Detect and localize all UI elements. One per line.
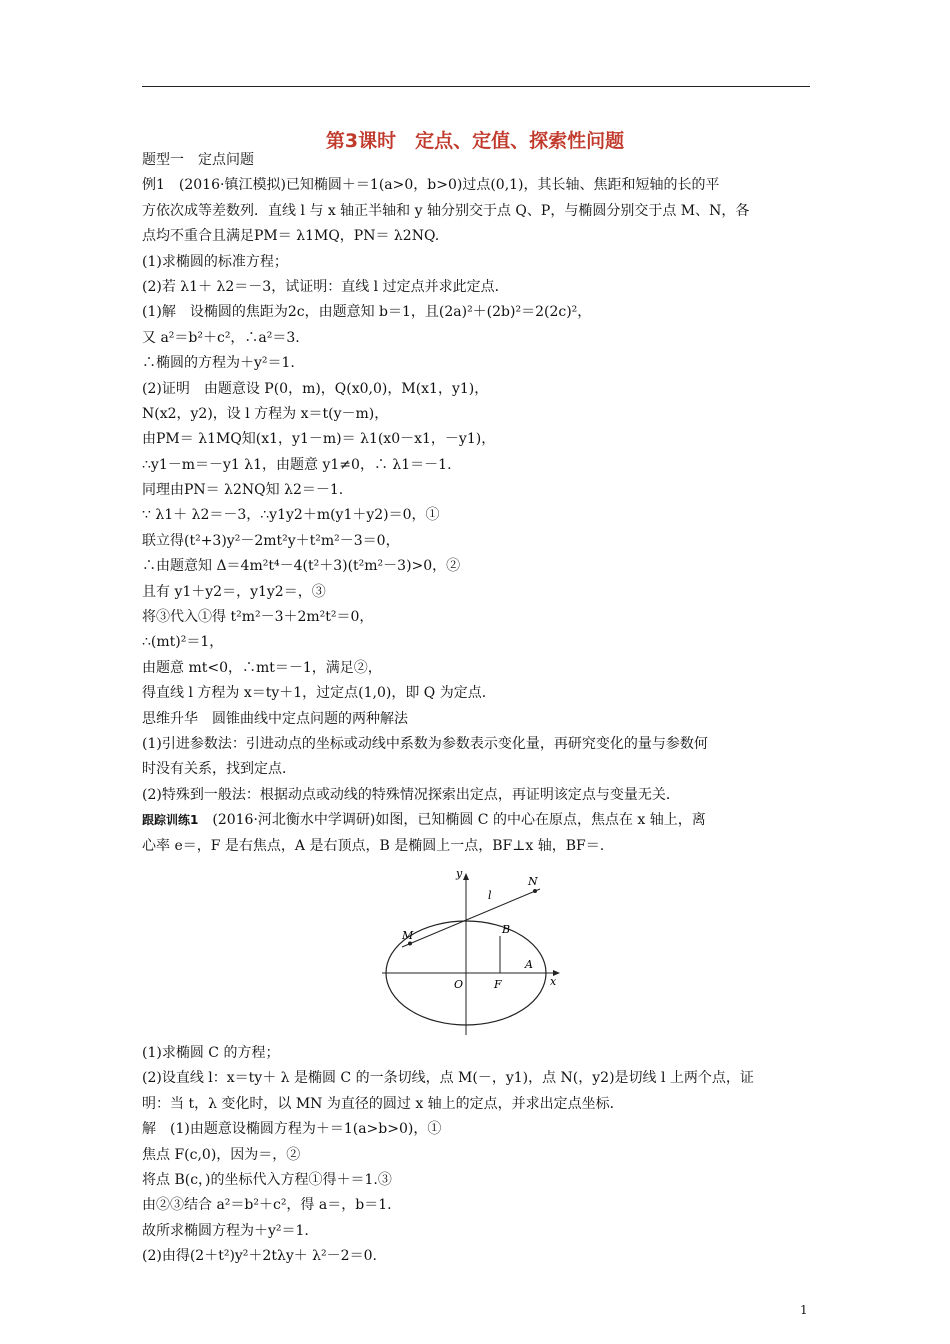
label-o: O [454, 977, 464, 991]
text-line: (1)引进参数法：引进动点的坐标或动线中系数为参数表示变化量，再研究变化的量与参数何 [142, 735, 708, 752]
text-line: ∴y1－m＝－y1 λ1，由题意 y1≠0，∴ λ1＝－1. [142, 456, 452, 473]
text-line: 由题意 mt<0，∴mt＝－1，满足②， [142, 659, 382, 676]
text-line: 又 a²＝b²＋c²，∴a²＝3. [142, 329, 300, 346]
point-m [408, 941, 412, 945]
document-body [142, 148, 810, 1269]
text-line: (2)证明 由题意设 P(0，m)，Q(x0,0)，M(x1，y1)， [142, 380, 489, 397]
text-line: 时没有关系，找到定点． [142, 761, 296, 778]
text-line: (2)由得(2＋t²)y²＋2tλy＋ λ²－2＝0. [142, 1248, 377, 1265]
label-m: M [402, 928, 414, 942]
track-line-2: 心率 e＝，F 是右焦点，A 是右顶点，B 是椭圆上一点，BF⊥x 轴，BF＝. [142, 837, 605, 854]
text-line: 同理由PN＝ λ2NQ知 λ2＝－1. [142, 482, 344, 499]
text-line: 明：当 t，λ 变化时，以 MN 为直径的圆过 x 轴上的定点，并求出定点坐标． [142, 1095, 624, 1112]
text-line: (1)解 设椭圆的焦距为2c，由题意知 b＝1，且(2a)²＋(2b)²＝2(2c)²， [142, 304, 592, 321]
label-n: N [528, 874, 538, 888]
label-y: y [456, 866, 463, 880]
label-b: B [502, 922, 511, 936]
text-line: 将点 B(c，)的坐标代入方程①得＋＝1.③ [142, 1171, 392, 1188]
text-line: 题型一 定点问题 [142, 152, 254, 168]
page-title: 第3课时 定点、定值、探索性问题 [325, 130, 625, 152]
ellipse-figure [142, 863, 810, 1041]
text-line: 解 (1)由题意设椭圆方程为＋＝1(a>b>0)，① [142, 1121, 442, 1138]
text-line: (2)设直线 l：x＝ty＋ λ 是椭圆 C 的一条切线，点 M(－，y1)，点 N(，y2)是切线 l 上两个点，证 [142, 1070, 754, 1087]
y-axis-arrow [463, 873, 469, 880]
text-line: 点均不重合且满足PM＝ λ1MQ，PN＝ λ2NQ. [142, 228, 440, 245]
ellipse-diagram [380, 863, 570, 1039]
page-number: 1 [800, 1303, 808, 1317]
label-a: A [525, 957, 533, 971]
text-line: ∴椭圆的方程为＋y²＝1. [142, 355, 295, 372]
text-line: 得直线 l 方程为 x＝ty＋1，过定点(1,0)，即 Q 为定点． [142, 685, 496, 702]
text-line: 且有 y1＋y2＝，y1y2＝，③ [142, 583, 326, 600]
track-line-1 [142, 808, 810, 833]
text-line: ∵ λ1＋ λ2＝－3，∴y1y2＋m(y1＋y2)＝0，① [142, 507, 440, 524]
tangent-line-l [402, 889, 540, 947]
track-text-1: (2016·河北衡水中学调研)如图，已知椭圆 C 的中心在原点，焦点在 x 轴上，离 [198, 812, 706, 829]
text-line: 故所求椭圆方程为＋y²＝1. [142, 1222, 309, 1239]
text-line: (2)若 λ1＋ λ2＝－3，试证明：直线 l 过定点并求此定点． [142, 278, 509, 295]
text-line: 思维升华 圆锥曲线中定点问题的两种解法 [142, 710, 408, 727]
text-line: 联立得(t²+3)y²－2mt²y＋t²m²－3＝0， [142, 532, 400, 549]
text-line: 焦点 F(c,0)，因为＝，② [142, 1146, 301, 1163]
solution-section [142, 1041, 810, 1270]
track-tag: 跟踪训练1 [142, 813, 199, 828]
text-line: 由PM＝ λ1MQ知(x1，y1－m)＝ λ1(x0－x1，－y1)， [142, 431, 496, 448]
text-line: (1)求椭圆 C 的方程； [142, 1044, 280, 1061]
top-rule [142, 86, 810, 87]
example-section [142, 148, 810, 808]
text-line: 例1 (2016·镇江模拟)已知椭圆＋＝1(a>0，b>0)过点(0,1)，其长轴、焦距和短轴的长的平 [142, 177, 720, 194]
text-line: N(x2，y2)，设 l 方程为 x＝t(y－m)， [142, 405, 389, 422]
text-line: 将③代入①得 t²m²－3＋2m²t²＝0， [142, 609, 374, 626]
text-line: (2)特殊到一般法：根据动点或动线的特殊情况探索出定点，再证明该定点与变量无关． [142, 786, 680, 803]
label-l: l [488, 888, 492, 902]
point-n [533, 889, 537, 893]
text-line: ∴由题意知 Δ＝4m²t⁴－4(t²＋3)(t²m²－3)>0，② [142, 558, 461, 575]
text-line: 由②③结合 a²＝b²＋c²，得 a＝，b＝1. [142, 1197, 392, 1214]
text-line: ∴(mt)²＝1， [142, 634, 224, 651]
text-line: 方依次成等差数列．直线 l 与 x 轴正半轴和 y 轴分别交于点 Q、P，与椭圆分别交于点 M、N，各 [142, 202, 750, 219]
label-x: x [550, 974, 557, 988]
text-line: (1)求椭圆的标准方程； [142, 253, 288, 270]
label-f: F [494, 977, 502, 991]
